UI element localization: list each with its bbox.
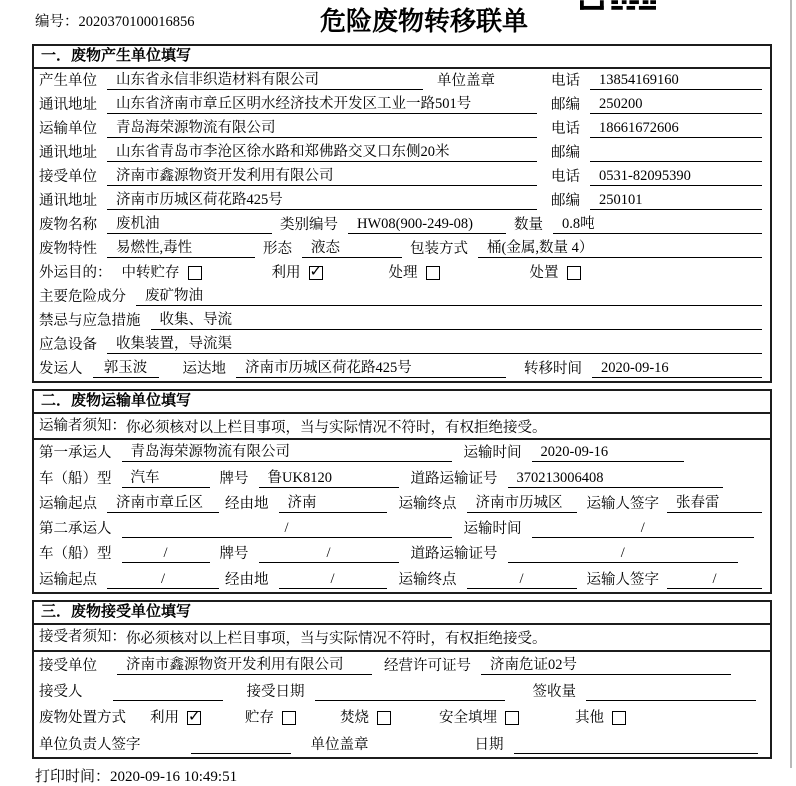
purpose-label: 外运目的： <box>39 265 112 281</box>
option-label: 处置 <box>529 265 559 281</box>
purpose-option-transfer-storage <box>122 264 202 282</box>
plate-label: 牌号 <box>219 546 249 563</box>
section-receiver <box>32 600 772 759</box>
unit-seal-label: 单位盖章 <box>310 736 369 753</box>
transporter-signature-value: / <box>667 570 762 589</box>
vehicle-type-value: 汽车 <box>122 469 210 488</box>
producer-zip-value: 250200 <box>590 95 762 114</box>
checkbox-icon <box>309 266 323 280</box>
vehicle-type-value: / <box>122 544 210 563</box>
option-label: 安全填埋 <box>439 710 497 727</box>
route-end-value: / <box>467 570 577 589</box>
option-label: 焚烧 <box>340 710 369 727</box>
zip-label: 邮编 <box>551 193 580 209</box>
transfer-time-label: 转移时间 <box>524 361 582 377</box>
road-cert-label: 道路运输证号 <box>410 470 498 487</box>
vehicle-type-label: 车（船）型 <box>39 546 112 563</box>
address-label: 通讯地址 <box>39 97 97 113</box>
receiver-zip-value: 250101 <box>590 191 762 210</box>
transport-notice-row <box>34 414 770 440</box>
disposal-option-utilize <box>150 709 201 727</box>
quantity-value: 0.8吨 <box>553 215 762 234</box>
transporter-signature-label: 运输人签字 <box>586 571 659 588</box>
transporter-address-value: 山东省青岛市李沧区徐水路和郑佛路交叉口东侧20米 <box>107 143 537 162</box>
plate-value: 鲁UK8120 <box>259 469 399 488</box>
transfer-time-value: 2020-09-16 <box>592 359 762 378</box>
receiver-address-value: 济南市历城区荷花路425号 <box>107 191 537 210</box>
signed-quantity-label: 签收量 <box>532 684 576 701</box>
producer-address-row <box>34 93 770 117</box>
plate-label: 牌号 <box>219 470 249 487</box>
qr-code-icon <box>580 0 656 10</box>
receiver-value: 济南市鑫源物资开发利用有限公司 <box>107 167 537 186</box>
checkbox-icon <box>426 266 440 280</box>
taboo-value: 收集、导流 <box>151 311 763 330</box>
zip-label: 邮编 <box>551 145 580 161</box>
signed-quantity-value <box>586 683 756 701</box>
option-label: 中转贮存 <box>121 265 180 281</box>
seal-label: 单位盖章 <box>437 73 495 89</box>
transporter-phone-value: 18661672606 <box>590 119 762 138</box>
date-value <box>514 736 759 754</box>
purpose-option-dispose <box>530 264 581 282</box>
road-cert-label: 道路运输证号 <box>410 546 498 563</box>
route-end-label: 运输终点 <box>398 495 457 512</box>
receiver-phone-value: 0531-82095390 <box>590 167 762 186</box>
disposal-label: 废物处置方式 <box>39 710 126 727</box>
option-label: 其他 <box>575 710 604 727</box>
transport-time-value: / <box>532 519 755 538</box>
notice-text: 你必须核对以上栏目事项，当与实际情况不符时，有权拒绝接受。 <box>126 630 547 647</box>
route-via-label: 经由地 <box>225 495 269 512</box>
dispatcher-label: 发运人 <box>39 361 83 377</box>
page-title: 危险废物转移联单 <box>319 7 528 36</box>
accept-person-label: 接受人 <box>39 684 83 701</box>
packaging-value: 桶(金属,数量 4） <box>478 239 762 258</box>
plate-value: / <box>259 544 399 563</box>
checkbox-icon <box>567 266 581 280</box>
producer-label: 产生单位 <box>39 73 97 89</box>
traits-value: 易燃性,毒性 <box>107 239 255 258</box>
serial-label: 编号： <box>35 14 79 30</box>
route-start-value: 济南市章丘区 <box>107 494 219 513</box>
route-end-value: 济南市历城区 <box>467 494 577 513</box>
route-via-label: 经由地 <box>225 571 269 588</box>
road-cert-value: / <box>508 544 739 563</box>
traits-label: 废物特性 <box>39 241 97 257</box>
option-label: 利用 <box>271 265 301 281</box>
equipment-value: 收集装置，导流渠 <box>107 335 762 354</box>
responsible-signature-value <box>191 736 291 754</box>
zip-label: 邮编 <box>551 97 580 113</box>
carrier1-label: 第一承运人 <box>39 445 112 462</box>
destination-value: 济南市历城区荷花路425号 <box>236 359 506 378</box>
dispatcher-value: 郭玉波 <box>93 359 159 378</box>
waste-traits-row <box>34 237 770 261</box>
destination-label: 运达地 <box>182 361 226 377</box>
route2-row <box>34 566 770 591</box>
packaging-label: 包装方式 <box>410 241 468 257</box>
carrier1-row <box>34 440 770 465</box>
checkbox-icon <box>505 711 519 725</box>
transporter-row <box>34 117 770 141</box>
carrier2-value: / <box>122 519 452 538</box>
section-producer-heading: 一．废物产生单位填写 <box>34 46 770 69</box>
equipment-row <box>34 333 770 357</box>
producer-row <box>34 69 770 93</box>
code-value: HW08(900-249-08) <box>348 215 506 234</box>
disposal-option-store <box>245 709 296 727</box>
transporter-zip-value <box>590 144 762 162</box>
license-value: 济南危证02号 <box>481 656 731 675</box>
producer-address-value: 山东省济南市章丘区明水经济技术开发区工业一路501号 <box>107 95 537 114</box>
disposal-option-other <box>575 709 626 727</box>
section-transport <box>32 389 772 594</box>
license-label: 经营许可证号 <box>384 657 471 674</box>
route-start-label: 运输起点 <box>39 495 97 512</box>
transporter-label: 运输单位 <box>39 121 97 137</box>
notice-label: 接受者须知： <box>39 629 126 646</box>
responsible-sign-row <box>34 730 770 756</box>
address-label: 通讯地址 <box>39 145 97 161</box>
producer-phone-value: 13854169160 <box>590 71 762 90</box>
carrier1-value: 青岛海荣源物流有限公司 <box>122 443 452 462</box>
date-label: 日期 <box>474 736 504 753</box>
notice-text: 你必须核对以上栏目事项，当与实际情况不符时，有权拒绝接受。 <box>126 419 547 436</box>
route-end-label: 运输终点 <box>398 571 457 588</box>
checkbox-icon <box>377 711 391 725</box>
code-label: 类别编号 <box>280 217 338 233</box>
dispatch-row <box>34 357 770 381</box>
serial-value: 2020370100016856 <box>78 14 195 30</box>
road-cert-value: 370213006408 <box>508 469 723 488</box>
receiver-label: 接受单位 <box>39 169 97 185</box>
vehicle1-row <box>34 465 770 490</box>
vehicle-type-label: 车（船）型 <box>39 470 112 487</box>
section-transport-heading: 二．废物运输单位填写 <box>34 391 770 414</box>
option-label: 处理 <box>388 265 418 281</box>
page-edge-line <box>790 0 792 768</box>
print-time-value: 2020-09-16 10:49:51 <box>110 768 238 785</box>
document-header <box>0 0 796 44</box>
purpose-option-treat <box>389 264 440 282</box>
receiver-notice-row <box>34 625 770 652</box>
waste-name-value: 废机油 <box>107 215 272 234</box>
responsible-signature-label: 单位负责人签字 <box>39 736 141 753</box>
accept-person-row <box>34 678 770 704</box>
option-label: 利用 <box>150 710 179 727</box>
route-via-value: 济南 <box>279 494 387 513</box>
route-via-value: / <box>279 570 387 589</box>
checkbox-icon <box>187 711 201 725</box>
checkbox-icon <box>188 266 202 280</box>
vehicle2-row <box>34 541 770 566</box>
hazard-value: 废矿物油 <box>136 287 762 306</box>
print-time <box>35 765 796 786</box>
print-time-label: 打印时间： <box>35 768 111 785</box>
taboo-label: 禁忌与应急措施 <box>39 313 141 329</box>
receiver-row <box>34 165 770 189</box>
receiver-address-row <box>34 189 770 213</box>
accept-unit-label: 接受单位 <box>39 657 97 674</box>
option-label: 贮存 <box>245 710 274 727</box>
notice-label: 运输者须知： <box>39 418 126 434</box>
transporter-value: 青岛海荣源物流有限公司 <box>107 119 537 138</box>
section-producer <box>32 44 772 383</box>
address-label: 通讯地址 <box>39 193 97 209</box>
disposal-option-incinerate <box>340 709 391 727</box>
carrier2-row <box>34 516 770 541</box>
accept-date-value <box>315 683 505 701</box>
hazard-label: 主要危险成分 <box>39 289 126 305</box>
carrier2-label: 第二承运人 <box>39 521 112 538</box>
form-value: 液态 <box>302 239 402 258</box>
form-label: 形态 <box>263 241 292 257</box>
accept-date-label: 接受日期 <box>246 684 305 701</box>
waste-name-row <box>34 213 770 237</box>
disposal-option-landfill <box>439 709 519 727</box>
accept-person-value <box>113 683 223 701</box>
equipment-label: 应急设备 <box>39 337 97 353</box>
disposal-row <box>34 704 770 730</box>
phone-label: 电话 <box>551 73 580 89</box>
purpose-row <box>34 261 770 285</box>
checkbox-icon <box>282 711 296 725</box>
route-start-value: / <box>107 570 219 589</box>
waste-name-label: 废物名称 <box>39 217 97 233</box>
accept-unit-row <box>34 652 770 678</box>
section-receiver-heading: 三．废物接受单位填写 <box>34 602 770 625</box>
phone-label: 电话 <box>551 169 580 185</box>
purpose-option-utilize <box>272 264 323 282</box>
quantity-label: 数量 <box>514 217 543 233</box>
transport-time-label: 运输时间 <box>463 521 522 538</box>
taboo-row <box>34 309 770 333</box>
phone-label: 电话 <box>551 121 580 137</box>
producer-value: 山东省永信非织造材料有限公司 <box>107 71 423 90</box>
accept-unit-value: 济南市鑫源物资开发利用有限公司 <box>117 656 372 675</box>
checkbox-icon <box>612 711 626 725</box>
hazard-row <box>34 285 770 309</box>
route1-row <box>34 491 770 516</box>
route-start-label: 运输起点 <box>39 571 97 588</box>
transporter-signature-value: 张春雷 <box>667 494 762 513</box>
transporter-signature-label: 运输人签字 <box>586 495 659 512</box>
transporter-address-row <box>34 141 770 165</box>
transport-time-label: 运输时间 <box>463 445 522 462</box>
transport-time-value: 2020-09-16 <box>532 443 684 462</box>
